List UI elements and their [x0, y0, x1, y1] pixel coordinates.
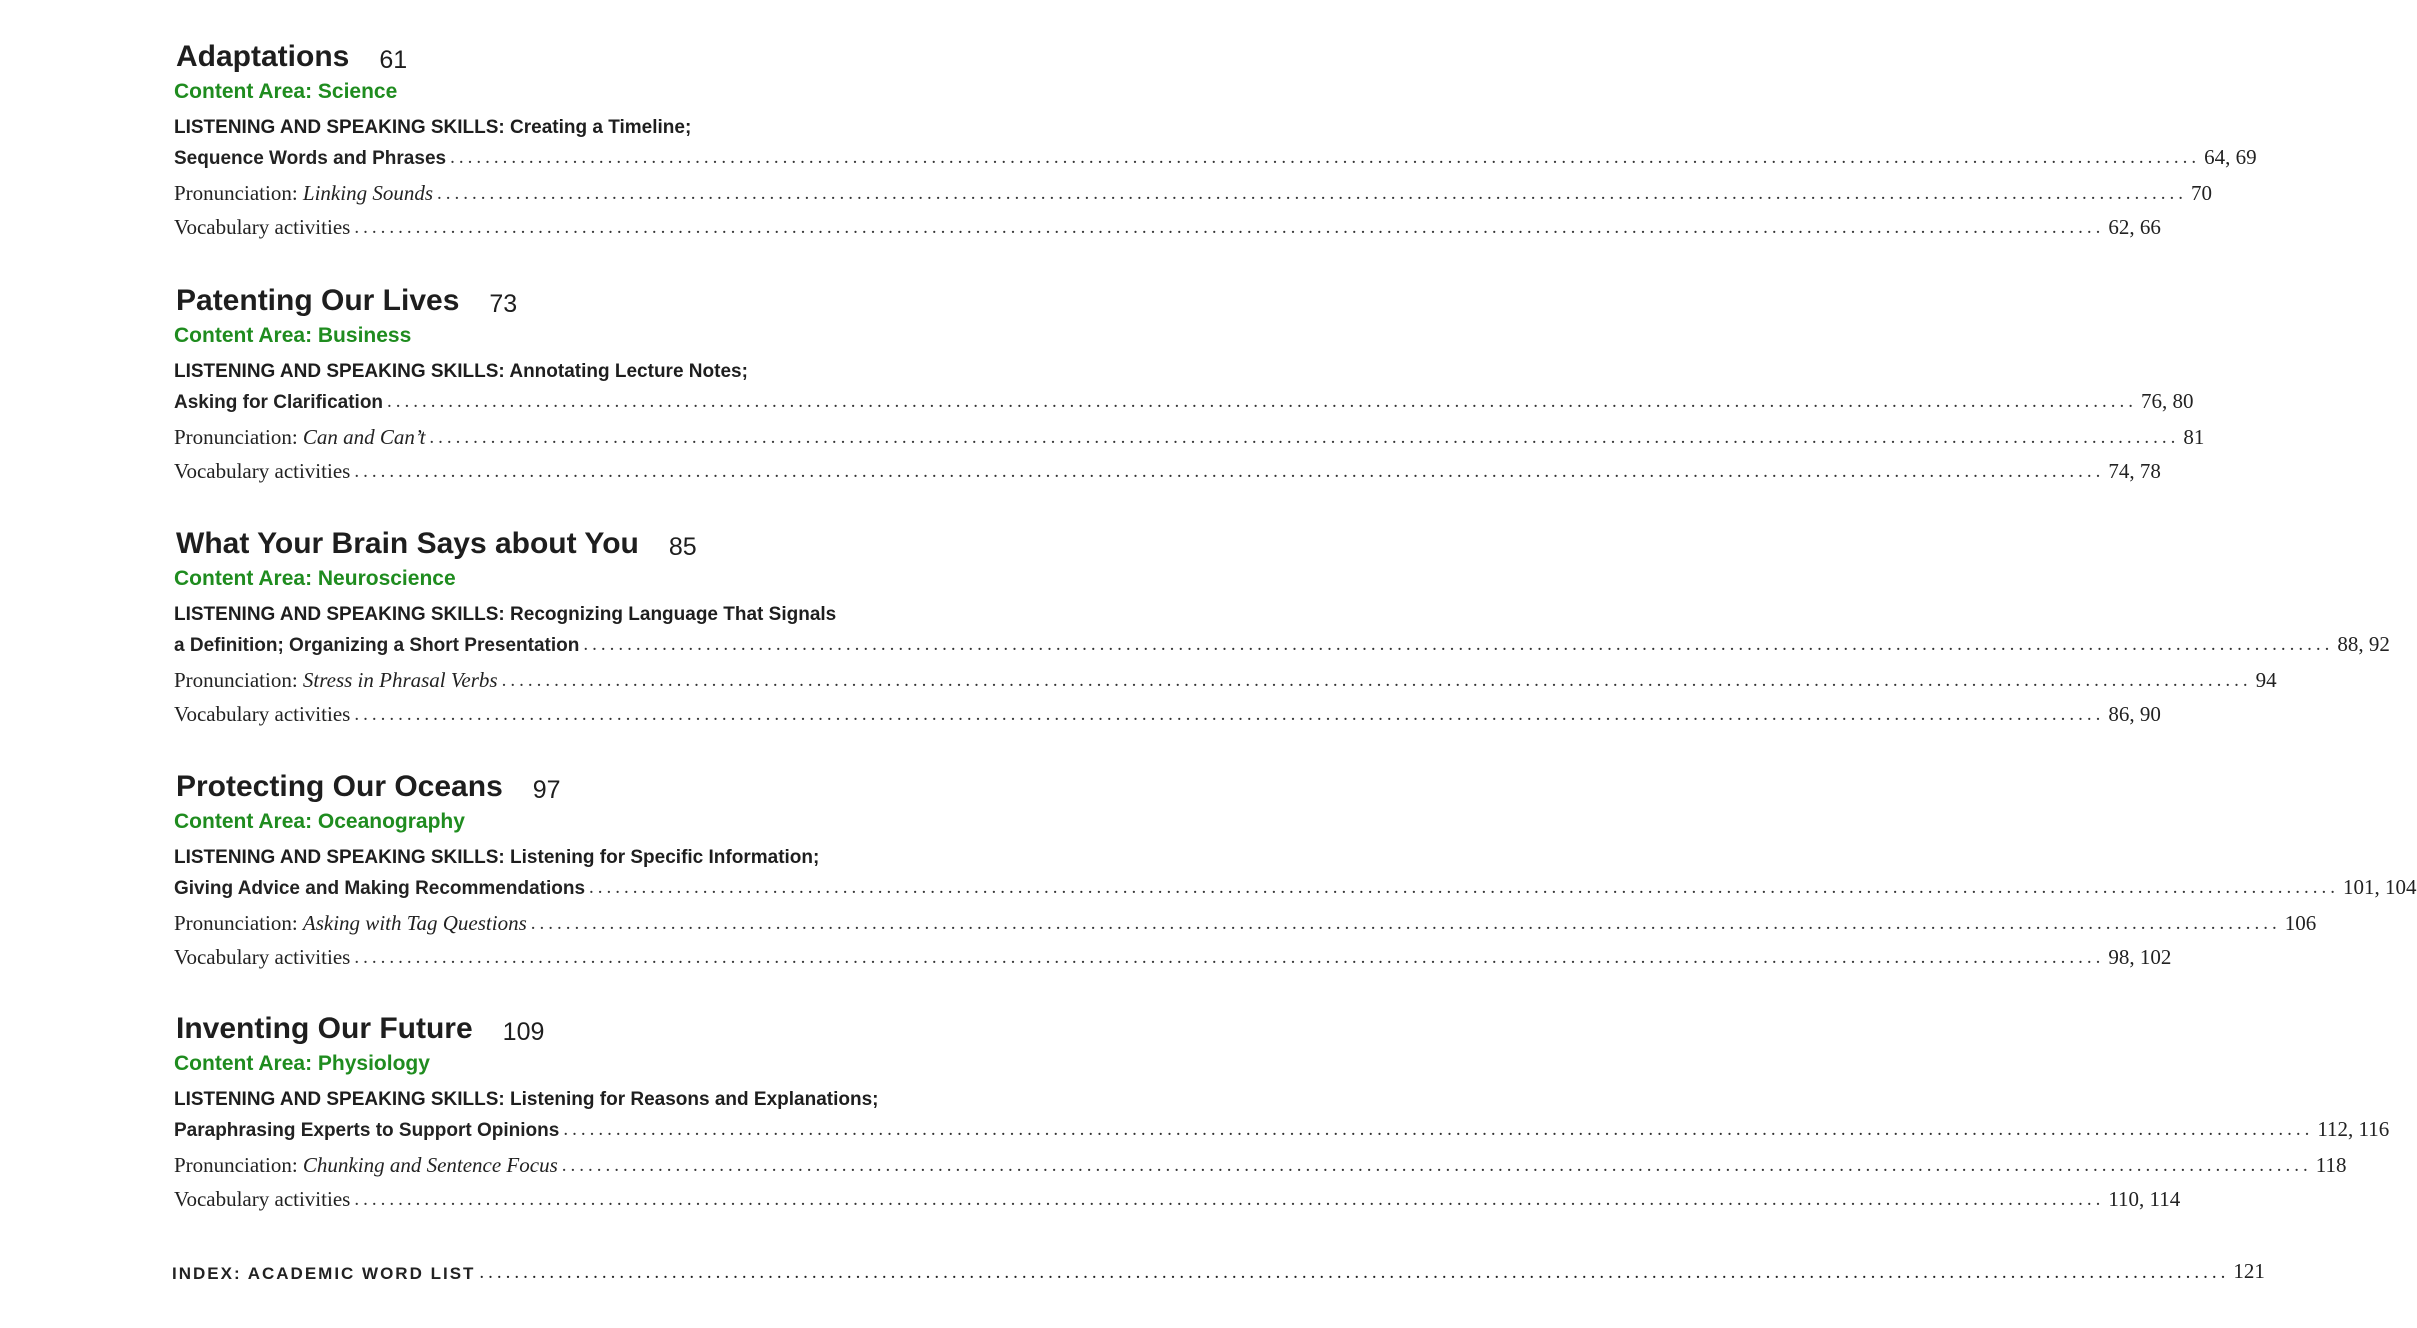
- vocabulary-label: Vocabulary activities: [174, 215, 351, 239]
- leader-dots: ........................................................................................................................................................................................................: [501, 670, 2252, 691]
- skills-pages: 76, 80: [2141, 389, 2194, 413]
- skills-prefix: LISTENING AND SPEAKING SKILLS:: [174, 117, 505, 138]
- skills-text-1: Recognizing Language That Signals: [510, 604, 837, 625]
- skills-line-1: [174, 604, 836, 626]
- skills-prefix: LISTENING AND SPEAKING SKILLS:: [174, 604, 505, 625]
- unit-page-number: 61: [379, 46, 408, 74]
- vocabulary-label: Vocabulary activities: [174, 945, 351, 969]
- skills-line-2: [174, 872, 2417, 900]
- pronunciation-pages: 70: [2191, 181, 2212, 205]
- pronunciation-text: [174, 668, 498, 693]
- leader-dots: ........................................................................................................................................................................................................: [387, 391, 2138, 412]
- vocabulary-pages: 86, 90: [2108, 702, 2161, 726]
- skills-line-1: [174, 117, 691, 139]
- pronunciation-text: [174, 181, 433, 206]
- content-area: Content Area: Science: [174, 80, 398, 103]
- pronunciation-prefix: Pronunciation:: [174, 425, 298, 449]
- skills-pages: 112, 116: [2317, 1117, 2390, 1141]
- content-area: Content Area: Oceanography: [174, 810, 465, 833]
- pronunciation-pages: 81: [2183, 425, 2205, 449]
- pronunciation-prefix: Pronunciation:: [174, 911, 298, 935]
- leader-dots: ........................................................................................................................................................................................................: [479, 1262, 2230, 1283]
- pronunciation-topic: Stress in Phrasal Verbs: [302, 668, 498, 692]
- skills-pages: 64, 69: [2204, 145, 2257, 169]
- skills-text-1: Listening for Reasons and Explanations;: [510, 1089, 879, 1110]
- unit-title: Patenting Our Lives: [176, 284, 460, 317]
- leader-dots: ........................................................................................................................................................................................................: [583, 634, 2334, 655]
- leader-dots: ........................................................................................................................................................................................................: [429, 427, 2180, 448]
- skills-pages: 88, 92: [2337, 632, 2390, 656]
- leader-dots: ........................................................................................................................................................................................................: [354, 461, 2105, 482]
- vocabulary-row: [174, 699, 2161, 727]
- unit-page-number: 73: [489, 290, 518, 318]
- unit-title-wrap: [176, 1012, 544, 1046]
- index-page: 121: [2233, 1259, 2265, 1283]
- pronunciation-topic: Linking Sounds: [302, 181, 433, 205]
- skills-prefix: LISTENING AND SPEAKING SKILLS:: [174, 1089, 505, 1110]
- skills-text-2: Paraphrasing Experts to Support Opinions: [174, 1120, 560, 1141]
- index-row: [172, 1256, 2265, 1284]
- content-area: Content Area: Physiology: [174, 1052, 430, 1075]
- skills-line-2: [174, 629, 2390, 657]
- skills-line-2: [174, 142, 2257, 170]
- leader-dots: ........................................................................................................................................................................................................: [354, 217, 2105, 238]
- vocabulary-label: Vocabulary activities: [174, 459, 351, 483]
- vocabulary-row: [174, 456, 2161, 484]
- skills-text-1: Listening for Specific Information;: [510, 847, 820, 868]
- skills-text-1: Creating a Timeline;: [510, 117, 692, 138]
- leader-dots: ........................................................................................................................................................................................................: [563, 1119, 2314, 1140]
- pronunciation-topic: Chunking and Sentence Focus: [302, 1153, 558, 1177]
- pronunciation-text: [174, 1153, 558, 1178]
- unit-title: Inventing Our Future: [176, 1012, 473, 1045]
- vocabulary-pages: 98, 102: [2108, 945, 2172, 969]
- unit-title: Adaptations: [176, 40, 350, 73]
- leader-dots: ........................................................................................................................................................................................................: [354, 1189, 2105, 1210]
- skills-prefix: LISTENING AND SPEAKING SKILLS:: [174, 847, 505, 868]
- content-area: Content Area: Neuroscience: [174, 567, 456, 590]
- pronunciation-pages: 118: [2315, 1153, 2347, 1177]
- pronunciation-topic: Can and Can’t: [302, 425, 426, 449]
- pronunciation-pages: 94: [2255, 668, 2277, 692]
- vocabulary-pages: 62, 66: [2108, 215, 2161, 239]
- vocabulary-row: [174, 942, 2172, 970]
- pronunciation-row: [174, 422, 2205, 450]
- leader-dots: ........................................................................................................................................................................................................: [437, 183, 2187, 204]
- vocabulary-label: Vocabulary activities: [174, 1187, 351, 1211]
- pronunciation-prefix: Pronunciation:: [174, 1153, 298, 1177]
- pronunciation-text: [174, 911, 527, 936]
- vocabulary-label: Vocabulary activities: [174, 702, 351, 726]
- skills-text-2: a Definition; Organizing a Short Presentation: [174, 635, 580, 656]
- vocabulary-row: [174, 1184, 2181, 1212]
- leader-dots: ........................................................................................................................................................................................................: [561, 1155, 2312, 1176]
- unit-title-wrap: [176, 527, 697, 561]
- pronunciation-pages: 106: [2284, 911, 2317, 935]
- vocabulary-pages: 110, 114: [2108, 1187, 2181, 1211]
- skills-line-1: [174, 1089, 879, 1111]
- skills-line-2: [174, 386, 2194, 414]
- skills-prefix: LISTENING AND SPEAKING SKILLS:: [174, 361, 505, 382]
- skills-line-2: [174, 1114, 2390, 1142]
- skills-text-1: Annotating Lecture Notes;: [509, 361, 748, 382]
- skills-text-2: Asking for Clarification: [174, 392, 384, 413]
- index-label: INDEX: ACADEMIC WORD LIST: [172, 1264, 476, 1283]
- leader-dots: ........................................................................................................................................................................................................: [450, 147, 2201, 168]
- unit-title: Protecting Our Oceans: [176, 770, 503, 803]
- vocabulary-pages: 74, 78: [2108, 459, 2161, 483]
- pronunciation-row: [174, 665, 2277, 693]
- vocabulary-row: [174, 212, 2161, 240]
- pronunciation-topic: Asking with Tag Questions: [302, 911, 527, 935]
- skills-line-1: [174, 847, 819, 869]
- pronunciation-prefix: Pronunciation:: [174, 668, 298, 692]
- unit-page-number: 109: [502, 1018, 545, 1046]
- unit-title-wrap: [176, 284, 517, 318]
- pronunciation-row: [174, 178, 2212, 206]
- leader-dots: ........................................................................................................................................................................................................: [530, 913, 2281, 934]
- leader-dots: ........................................................................................................................................................................................................: [354, 947, 2105, 968]
- skills-text-2: Giving Advice and Making Recommendations: [174, 878, 586, 899]
- pronunciation-prefix: Pronunciation:: [174, 181, 298, 205]
- skills-text-2: Sequence Words and Phrases: [174, 148, 447, 169]
- pronunciation-row: [174, 908, 2317, 936]
- leader-dots: ........................................................................................................................................................................................................: [589, 877, 2340, 898]
- unit-title: What Your Brain Says about You: [176, 527, 639, 560]
- skills-pages: 101, 104: [2343, 875, 2417, 899]
- unit-page-number: 97: [532, 776, 561, 804]
- skills-line-1: [174, 361, 748, 383]
- unit-title-wrap: [176, 40, 407, 74]
- content-area: Content Area: Business: [174, 324, 412, 347]
- pronunciation-row: [174, 1150, 2347, 1178]
- pronunciation-text: [174, 425, 425, 450]
- unit-page-number: 85: [668, 533, 697, 561]
- unit-title-wrap: [176, 770, 561, 804]
- leader-dots: ........................................................................................................................................................................................................: [354, 704, 2105, 725]
